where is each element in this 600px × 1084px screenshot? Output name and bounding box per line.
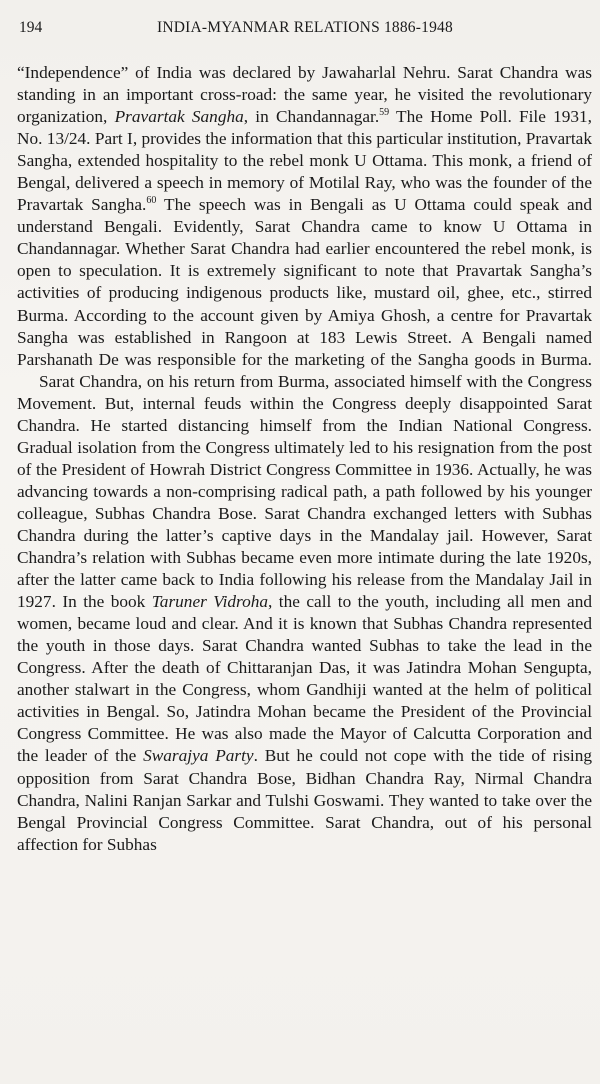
paragraph-1-text-a: “Independence” of India was declared by Jawaharlal Nehru. Sarat Chandra was standing in an important cross-road: the same year, he visited the revolutionary organization, (17, 63, 592, 127)
paragraph-1 (17, 62, 592, 371)
page-number: 194 (19, 19, 43, 36)
paragraph-2-text-a: Sarat Chandra, on his return from Burma, associated himself with the Congress Movement. But, internal feuds within the Congress deeply disappointed Sarat Chandra. He started distancing himself from the Indian National Congress. Gradual isolation from the Congress ultimately led to his resignation from the post of the President of Howrah District Congress Committee in 1936. Actually, he was advancing towards a non-comprising radical path, a path followed by his younger colleague, Subhas Chandra Bose. Sarat Chandra exchanged letters with Subhas Chandra during the latter’s captive days in the Mandalay jail. However, Sarat Chandra’s relation with Subhas became even more intimate during the late 1920s, after the latter came back to India following his release from the Mandalay Jail in 1927. In the book (17, 371, 592, 612)
footnote-marker-59: 59 (379, 107, 390, 119)
italic-title-taruner-vidroha: Taruner Vidroha (151, 592, 269, 612)
italic-title-pravartak-sangha: Pravartak Sangha (114, 107, 244, 127)
footnote-marker-60: 60 (146, 195, 157, 207)
paragraph-1-text-c: The Home Poll. File 1931, No. 13/24. Part I, provides the information that this particular institution, Pravartak Sangha, extended hospitality to the rebel monk U Ottama. This monk, a friend of Bengal, delivered a speech in memory of Motilal Ray, who was the founder of the Pravartak Sangha. (17, 107, 592, 215)
running-head-title: INDIA-MYANMAR RELATIONS 1886-1948 (157, 19, 453, 36)
running-head (19, 16, 579, 40)
paragraph-2-text-b: , the call to the youth, including all men and women, became loud and clear. And it is known that Subhas Chandra represented the youth in those days. Sarat Chandra wanted Subhas to take the lead in the Congress. After the death of Chittaranjan Das, it was Jatindra Mohan Sengupta, another stalwart in the Congress, whom Gandhiji wanted at the helm of political activities in Bengal. So, Jatindra Mohan became the President of the Provincial Congress Committee. He was also made the Mayor of Calcutta Corporation and the leader of the (17, 592, 592, 766)
italic-title-swarajya-party: Swarajya Party (143, 746, 254, 766)
paragraph-2-text-c: . But he could not cope with the tide of rising opposition from Sarat Chandra Bose, Bidhan Chandra Ray, Nirmal Chandra Chandra, Nalini Ranjan Sarkar and Tulshi Goswami. They wanted to take over the Bengal Provincial Congress Committee. Sarat Chandra, out of his personal affection for Subhas (17, 746, 592, 854)
paragraph-1-text-b: , in Chandannagar. (243, 107, 380, 127)
paragraph-2 (17, 371, 592, 856)
body-text (17, 62, 592, 856)
paragraph-1-text-d: The speech was in Bengali as U Ottama could speak and understand Bengali. Evidently, Sarat Chandra came to know U Ottama in Chandannagar. Whether Sarat Chandra had earlier encountered the rebel monk, is open to speculation. It is extremely significant to note that Pravartak Sangha’s activities of producing indigenous products like, mustard oil, ghee, etc., stirred Burma. According to the account given by Amiya Ghosh, a centre for Pravartak Sangha was established in Rangoon at 183 Lewis Street. A Bengali named Parshanath De was responsible for the marketing of the Sangha goods in Burma. (17, 195, 592, 369)
